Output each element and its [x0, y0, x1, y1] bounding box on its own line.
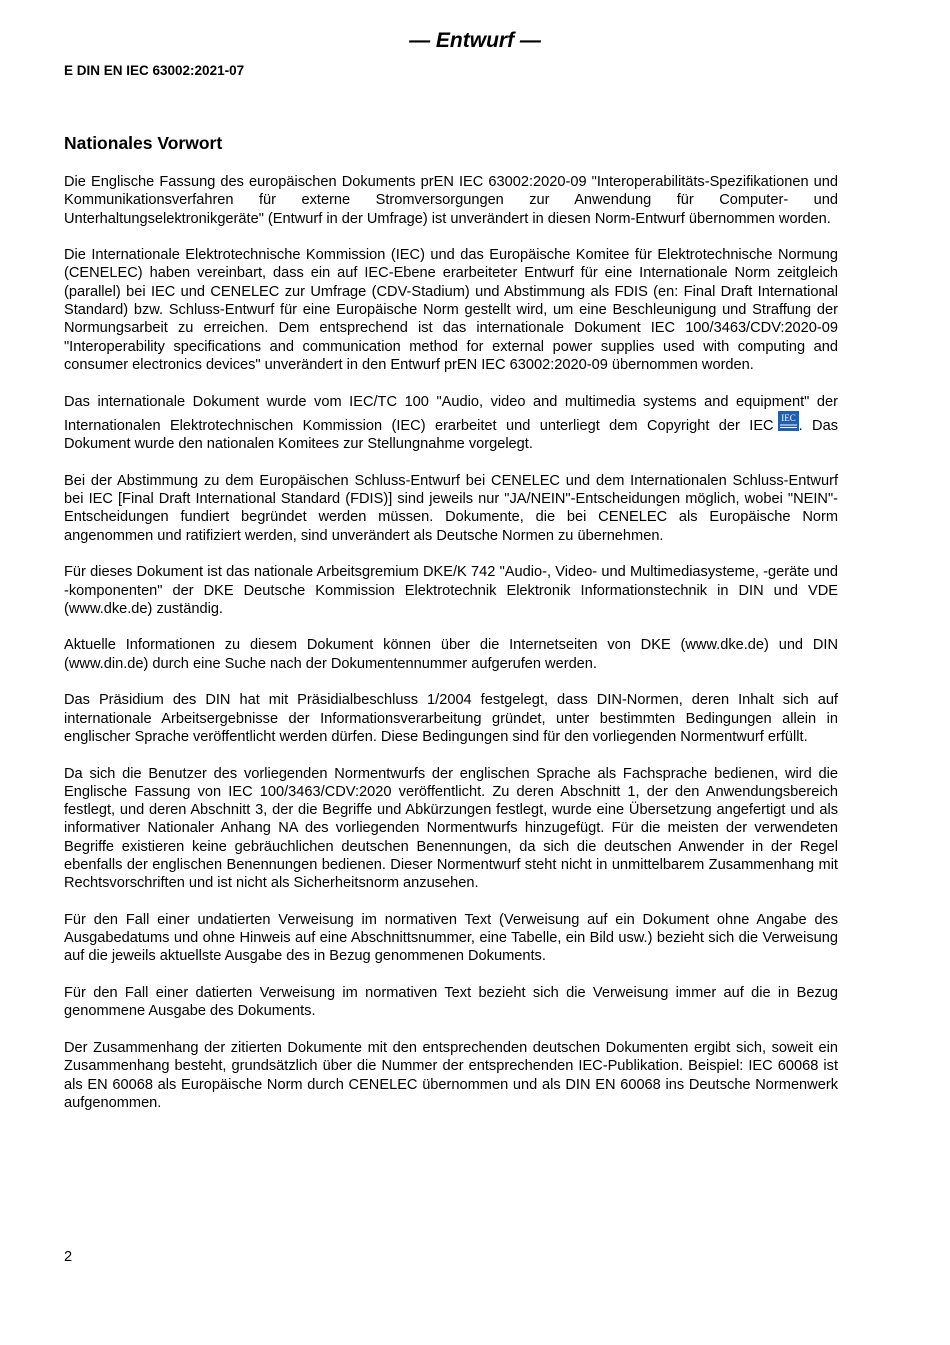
section-title: Nationales Vorwort: [64, 133, 223, 153]
paragraph: Bei der Abstimmung zu dem Europäischen Schluss-Entwurf bei CENELEC und dem Internationalen Schluss-Entwurf bei IEC [Final Draft International Standard (FDIS)] sind jeweils nur "JA/NEIN"-Entscheidungen möglich, wobei "NEIN"-Entscheidungen fundiert begründet werden müssen. Dokumente, die bei CENELEC als Europäische Norm angenommen und ratifiziert werden, sind unverändert als Deutsche Normen zu übernehmen.: [64, 472, 838, 544]
iec-logo-graphic: [778, 411, 799, 431]
paragraph: Die Englische Fassung des europäischen Dokuments prEN IEC 63002:2020-09 "Interoperabilitäts-Spezifikationen und Kommunikationsverfahren für externe Stromversorgungen zur Anwendung für Computer- und Unterhaltungselektronikgeräte" (Entwurf in der Umfrage) ist unverändert in diesen Norm-Entwurf übernommen worden.: [64, 174, 838, 227]
page-number: 2: [64, 1249, 73, 1265]
paragraph: Das Präsidium des DIN hat mit Präsidialbeschluss 1/2004 festgelegt, dass DIN-Normen, deren Inhalt sich auf internationale Arbeitsergebnisse der Informationsverarbeitung gründet, unter bestimmten Bedingungen allein in englischer Sprache veröffentlicht werden dürfen. Diese Bedingungen sind für den vorliegenden Normentwurf erfüllt.: [64, 692, 838, 745]
paragraph-text: . Das Dokument wurde den nationalen Komitees zur Stellungnahme vorgelegt.: [64, 417, 839, 453]
paragraph: Aktuelle Informationen zu diesem Dokument können über die Internetseiten von DKE (www.dke.de) und DIN (www.din.de) durch eine Suche nach der Dokumentennummer aufgerufen werden.: [64, 637, 838, 672]
paragraph: Für dieses Dokument ist das nationale Arbeitsgremium DKE/K 742 "Audio-, Video- und Multimediasysteme, -geräte und -komponenten" der DKE Deutsche Kommission Elektrotechnik Elektronik Informationstechnik in DIN und VDE (www.dke.de) zuständig.: [64, 564, 838, 617]
paragraph-text: Das internationale Dokument wurde vom IEC/TC 100 "Audio, video and multimedia systems and equipment" der Internationalen Elektrotechnischen Kommission (IEC) erarbeitet und unterliegt dem Copyright der IEC: [64, 393, 838, 434]
document-id: E DIN EN IEC 63002:2021-07: [64, 63, 245, 78]
paragraph: Da sich die Benutzer des vorliegenden Normentwurfs der englischen Sprache als Fachsprache bedienen, wird die Englische Fassung von IEC 100/3463/CDV:2020 veröffentlicht. Zu deren Abschnitt 1, der den Anwendungsbereich festlegt, und deren Abschnitt 3, der die Begriffe und Abkürzungen festlegt, wurde eine Übersetzung angefertigt und als informativer Nationaler Anhang NA des vorliegenden Normentwurfs hinzugefügt. Für die meisten der verwendeten Begriffe existieren keine gebräuchlichen deutschen Benennungen, da sich die deutschen Anwender in der Regel ebenfalls der englischen Benennungen bedienen. Dieser Normentwurf steht nicht in unmittelbarem Zusammenhang mit Rechtsvorschriften und ist nicht als Sicherheitsnorm anzusehen.: [64, 765, 838, 892]
draft-banner: — Entwurf —: [409, 29, 541, 52]
paragraph: Die Internationale Elektrotechnische Kommission (IEC) und das Europäische Komitee für Elektrotechnische Normung (CENELEC) haben vereinbart, dass ein auf IEC-Ebene erarbeiteter Entwurf für eine Internationale Norm zeitgleich (parallel) bei IEC und CENELEC zur Umfrage (CDV-Stadium) und Abstimmung als FDIS (en: Final Draft International Standard) bzw. Schluss-Entwurf für eine Europäische Norm gestellt wird, um eine Beschleunigung und Straffung der Normungsarbeit zu erreichen. Dem entsprechend ist das internationale Dokument IEC 100/3463/CDV:2020-09 "Interoperability specifications and communication method for external power supplies used with computing and consumer electronics devices" unverändert in den Entwurf prEN IEC 63002:2020-09 übernommen worden.: [64, 247, 838, 373]
paragraph: Für den Fall einer undatierten Verweisung im normativen Text (Verweisung auf ein Dokument ohne Angabe des Ausgabedatums und ohne Hinweis auf eine Abschnittsnummer, eine Tabelle, ein Bild usw.) bezieht sich die Verweisung auf die jeweils aktuellste Ausgabe des in Bezug genommenen Dokuments.: [64, 911, 838, 965]
paragraph: Für den Fall einer datierten Verweisung im normativen Text bezieht sich die Verweisung immer auf die in Bezug genommene Ausgabe des Dokuments.: [64, 985, 838, 1020]
iec-logo-text: IEC: [780, 412, 796, 423]
paragraph-iec-copyright: [64, 393, 838, 454]
paragraph: Der Zusammenhang der zitierten Dokumente mit den entsprechenden deutschen Dokumenten ergibt sich, soweit ein Zusammenhang besteht, grundsätzlich über die Nummer der entsprechenden IEC-Publikation. Beispiel: IEC 60068 ist als EN 60068 als Europäische Norm durch CENELEC übernommen und als DIN EN 60068 ins Deutsche Normenwerk aufgenommen.: [64, 1039, 838, 1111]
body-text: [64, 173, 838, 1130]
iec-logo-icon: [778, 411, 799, 431]
